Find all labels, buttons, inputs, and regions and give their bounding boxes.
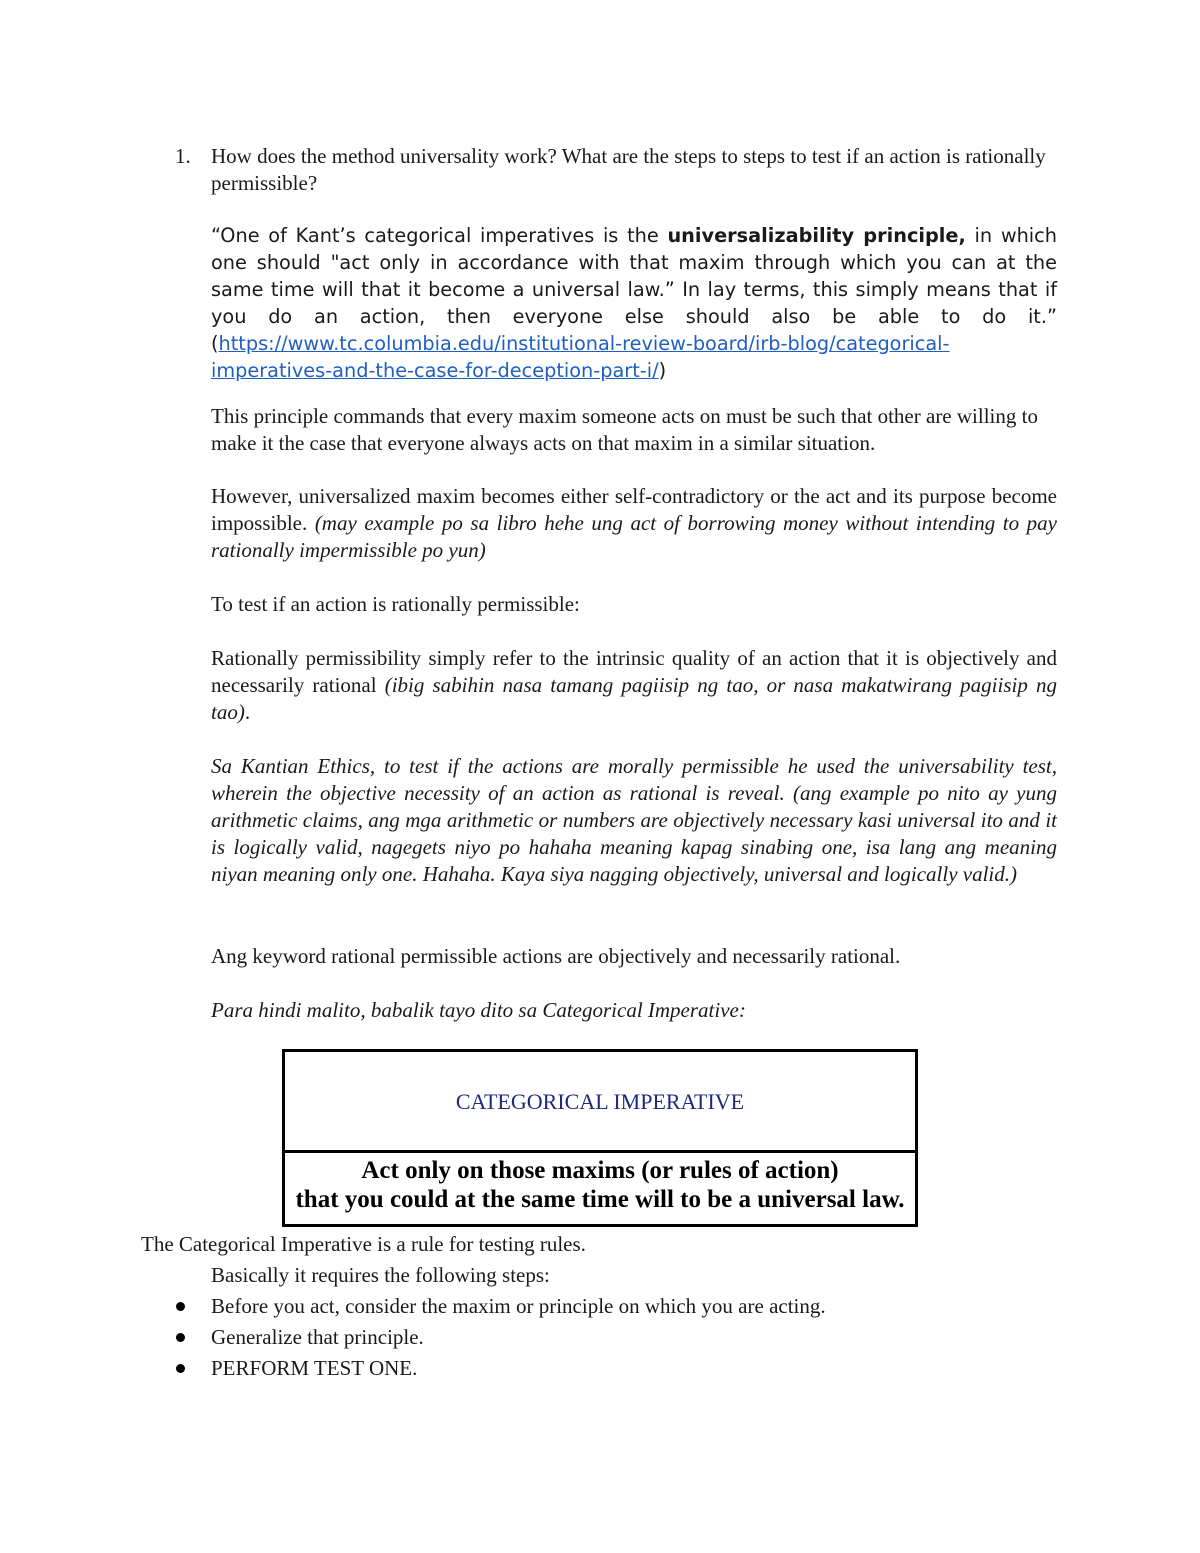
- box-divider: [285, 1150, 915, 1153]
- bullet-icon: [176, 1364, 185, 1373]
- step-text: Before you act, consider the maxim or principle on which you are acting.: [211, 1294, 826, 1318]
- box-line-1: Act only on those maxims (or rules of action): [361, 1157, 839, 1184]
- paragraph-para-hindi: Para hindi malito, babalik tayo dito sa Categorical Imperative:: [211, 998, 746, 1022]
- bullet-icon: [176, 1333, 185, 1342]
- paragraph-to-test: To test if an action is rationally permissible:: [211, 592, 580, 616]
- box-statement: [285, 1156, 915, 1214]
- paragraph-keyword: Ang keyword rational permissible actions are objectively and necessarily rational.: [211, 944, 901, 968]
- paragraph-kantian-ethics: Sa Kantian Ethics, to test if the actions are morally permissible he used the universability test, wherein the objective necessity of an action as rational is reveal. (ang example po nito ay yung arithmetic claims, ang mga arithmetic or numbers are objectively necessary kasi universal ito and it is logically valid, nagegets niyo po hahaha meaning kapag sinabing one, isa lang ang meaning niyan meaning only one. Hahaha. Kaya siya nagging objectively, universal and logically valid.): [211, 754, 1057, 886]
- step-text: PERFORM TEST ONE.: [211, 1356, 418, 1380]
- paragraph-however: [211, 483, 1057, 564]
- rule-sentence: The Categorical Imperative is a rule for testing rules.: [141, 1232, 586, 1256]
- question-number: 1.: [175, 144, 191, 168]
- box-line-2: that you could at the same time will to be a universal law.: [295, 1186, 905, 1213]
- basically-sentence: Basically it requires the following steps:: [211, 1263, 550, 1287]
- source-link[interactable]: https://www.tc.columbia.edu/institutional-review-board/irb-blog/categorical-imperatives-and-the-case-for-deception-part-i/: [211, 332, 950, 382]
- question-text: How does the method universality work? What are the steps to steps to test if an action is rationally permissible?: [211, 144, 1046, 195]
- paragraph-rationally-text: Rationally permissibility simply refer to the intrinsic quality of an action that it is objectively and necessarily rational: [211, 646, 1057, 697]
- paragraph-principle: This principle commands that every maxim someone acts on must be such that other are willing to make it the case that everyone always acts on that maxim in a similar situation.: [211, 404, 1038, 455]
- paragraph-rationally-end: .: [244, 700, 251, 724]
- quote-text-1: “One of Kant’s categorical imperatives is the: [211, 224, 668, 247]
- bullet-icon: [176, 1302, 185, 1311]
- paragraph-rationally-note: (ibig sabihin nasa tamang pagiisip ng tao, or nasa makatwirang pagiisip ng tao): [211, 673, 1057, 724]
- paragraph-however-text: However, universalized maxim becomes either self-contradictory or the act and its purpose become impossible.: [211, 484, 1057, 535]
- quote-text-2: in which one should "act only in accordance with that maxim through which you can at the same time will that it become a universal law.” In lay terms, this simply means that if you do an action, then everyone else should also be able to do it.” (: [211, 224, 1057, 355]
- paragraph-however-note: (may example po sa libro hehe ung act of borrowing money without intending to pay rationally impermissible po yun): [211, 511, 1057, 562]
- kant-quote: [211, 222, 1057, 384]
- paragraph-rationally: [211, 645, 1057, 726]
- box-title: CATEGORICAL IMPERATIVE: [455, 1088, 745, 1114]
- step-text: Generalize that principle.: [211, 1325, 424, 1349]
- quote-bold-term: universalizability principle,: [667, 224, 966, 247]
- categorical-imperative-box: [282, 1049, 918, 1227]
- quote-close: ): [658, 359, 667, 382]
